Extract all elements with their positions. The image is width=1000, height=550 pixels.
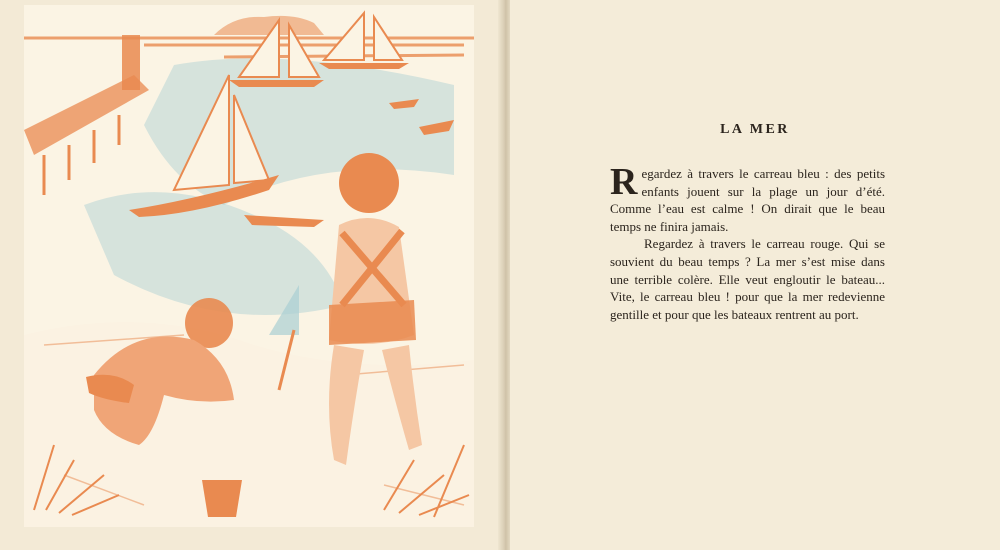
story-text xyxy=(610,161,885,323)
beach-illustration xyxy=(24,5,474,527)
sand-bucket xyxy=(202,480,242,517)
lighthouse xyxy=(122,35,140,90)
drop-cap: R xyxy=(610,161,638,203)
paragraph-2: Regardez à travers le carreau rouge. Qui se souvient du beau temps ? La mer s’est mise dans une terrible colère. Elle veut engloutir le bateau... Vite, le carreau bleu ! pour que la mer redevienne gentille et pour que les bateaux rentrent au port. xyxy=(610,236,885,322)
paragraph-1 xyxy=(610,161,885,235)
page-title: LA MER xyxy=(720,122,790,137)
right-page xyxy=(510,0,1000,550)
paragraph-1-text: egardez à travers le carreau bleu : des petits enfants jouent sur la plage un jour d’été. Comme l’eau est calme ! On dirait que le beau temps ne finira jamais. xyxy=(610,166,885,234)
